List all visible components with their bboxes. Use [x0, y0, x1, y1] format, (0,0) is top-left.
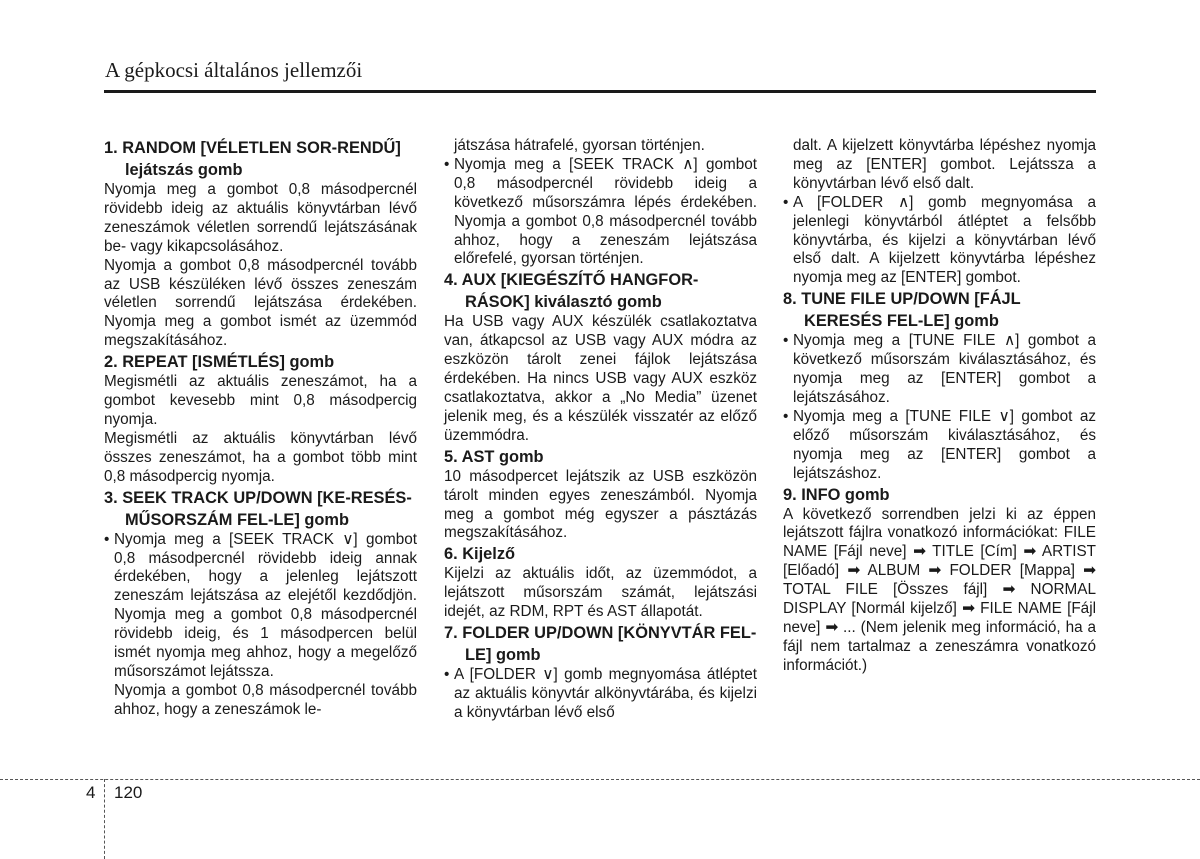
- continued-paragraph: játszása hátrafelé, gyorsan történjen.: [454, 137, 705, 154]
- section-heading: 2. REPEAT [ISMÉTLÉS] gomb: [104, 353, 335, 372]
- body-paragraph: Megismétli az aktuális zeneszámot, ha a gombot kevesebb mint 0,8 másodpercig nyomja.: [104, 373, 417, 428]
- bullet-item: [783, 332, 1096, 408]
- section-heading: 7. FOLDER UP/DOWN [KÖNYVTÁR FEL-LE] gomb: [444, 624, 757, 665]
- continued-paragraph: dalt. A kijelzett könyvtárba lépéshez nyomja meg az [ENTER] gombot. Lejátssza a könyvtárban lévő első dalt.: [793, 137, 1096, 192]
- bullet-text: A [FOLDER ∧] gomb megnyomása a jelenlegi könyvtárból átléptet a felsőbb könyvtárba, és kijelzi a könyvtárban lévő első dalt. A kijelzett könyvtárba lépéshez nyomja meg az [ENTER] gombot.: [793, 193, 1096, 287]
- bullet-marker: •: [783, 193, 789, 211]
- bullet-marker: •: [783, 332, 789, 350]
- body-paragraph: Ha USB vagy AUX készülék csatlakoztatva van, átkapcsol az USB vagy AUX módra az eszközön tárolt zenei fájlok lejátszása érdekében. Ha nincs USB vagy AUX eszköz csatlakoztatva, akkor a „No Media” üzenet jelenik meg, és a készülék visszatér az előző üzemmódra.: [444, 313, 757, 444]
- text-column-right: [783, 137, 1096, 676]
- bullet-item: [783, 194, 1096, 289]
- text-column-left: [104, 137, 417, 720]
- bullet-text: Nyomja meg a [SEEK TRACK ∨] gombot 0,8 másodpercnél rövidebb ideig annak érdekében, hogy a jelenleg lejátszott zeneszám lejátszása az elejétől kezdődjön. Nyomja meg a gombot 0,8 másodpercnél rövidebb ideig, és 1 másodpercen belül ismét nyomja meg ahhoz, hogy a megelőző műsorszámot lejátssza.: [114, 530, 417, 680]
- bullet-marker: •: [104, 530, 110, 548]
- body-paragraph: A következő sorrendben jelzi ki az éppen lejátszott fájlra vonatkozó információkat: FILE NAME [Fájl neve] ➡ TITLE [Cím] ➡ ARTIST [Előadó] ➡ ALBUM ➡ FOLDER [Mappa] ➡ TOTAL FILE [Összes fájl] ➡ NORMAL DISPLAY [Normál kijelző] ➡ FILE NAME [Fájl neve] ➡ ... (Nem jelenik meg információ, ha a fájl nem tartalmaz a zeneszámra vonatkozó információt.): [783, 505, 1096, 674]
- bullet-text: A [FOLDER ∨] gomb megnyomása átléptet az aktuális könyvtár alkönyvtárába, és kijelzi a könyvtárban lévő első: [454, 666, 757, 721]
- section-heading: 3. SEEK TRACK UP/DOWN [KE-RESÉS-MŰSORSZÁM FEL-LE] gomb: [104, 488, 412, 529]
- body-paragraph: Kijelzi az aktuális időt, az üzemmódot, a lejátszott műsorszám számát, lejátszási idejét, az RDM, RPT és AST állapotát.: [444, 565, 757, 621]
- bullet-item: [444, 156, 757, 269]
- section-heading: 9. INFO gomb: [783, 485, 890, 504]
- section-heading: 1. RANDOM [VÉLETLEN SOR-RENDŰ] lejátszás gomb: [104, 139, 401, 179]
- section-heading: 5. AST gomb: [444, 447, 544, 466]
- bullet-marker: •: [444, 666, 450, 684]
- running-header-title: A gépkocsi általános jellemzői: [105, 58, 363, 82]
- bullet-item: [444, 666, 757, 723]
- bullet-text: Nyomja meg a [SEEK TRACK ∧] gombot 0,8 másodpercnél rövidebb ideig a következő műsorszámra lépés érdekében. Nyomja a gombot 0,8 másodpercnél tovább ahhoz, hogy a zeneszám lejátszása előrefelé, gyorsan történjen.: [454, 155, 757, 268]
- bullet-text: Nyomja meg a [TUNE FILE ∧] gombot a következő műsorszám kiválasztásához, és nyomja meg az [ENTER] gombot a lejátszásához.: [793, 332, 1096, 406]
- bullet-text: Nyomja meg a [TUNE FILE ∨] gombot az előző műsorszám kiválasztásához, és nyomja meg az [ENTER] gombot a lejátszáshoz.: [793, 407, 1096, 482]
- body-paragraph: Megismétli az aktuális könyvtárban lévő összes zeneszámot, ha a gombot több mint 0,8 másodpercig nyomja.: [104, 429, 417, 485]
- bullet-marker: •: [444, 155, 450, 173]
- section-heading: 8. TUNE FILE UP/DOWN [FÁJL KERESÉS FEL-LE] gomb: [783, 290, 1021, 331]
- footer-divider: [0, 779, 1200, 780]
- body-paragraph: Nyomja a gombot 0,8 másodpercnél tovább az USB készüléken lévő összes zeneszám véletlen sorrendű lejátszása érdekében. Nyomja meg a gombot ismét az üzemmód megszakításához.: [104, 256, 417, 350]
- bullet-marker: •: [783, 407, 789, 425]
- section-heading: 4. AUX [KIEGÉSZÍTŐ HANGFOR-RÁSOK] kiválasztó gomb: [444, 271, 699, 312]
- bullet-item: [783, 408, 1096, 484]
- bullet-item: [104, 531, 417, 682]
- continued-paragraph: Nyomja a gombot 0,8 másodpercnél tovább ahhoz, hogy a zeneszámok le-: [114, 681, 417, 718]
- footer-vertical-divider: [104, 779, 105, 859]
- text-column-middle: [444, 137, 757, 723]
- chapter-number: 4: [86, 783, 96, 802]
- body-paragraph: 10 másodpercet lejátszik az USB eszközön tárolt minden egyes zeneszámból. Nyomja meg a gombot még egyszer a pásztázás megszakításához.: [444, 467, 757, 542]
- section-heading: 6. Kijelző: [444, 545, 516, 564]
- header-divider: [104, 90, 1096, 93]
- page-number: 120: [114, 783, 143, 802]
- body-paragraph: Nyomja meg a gombot 0,8 másodpercnél rövidebb ideig az aktuális könyvtárban lévő zeneszámok véletlen sorrendű lejátszásának be- vagy kikapcsolásához.: [104, 181, 417, 255]
